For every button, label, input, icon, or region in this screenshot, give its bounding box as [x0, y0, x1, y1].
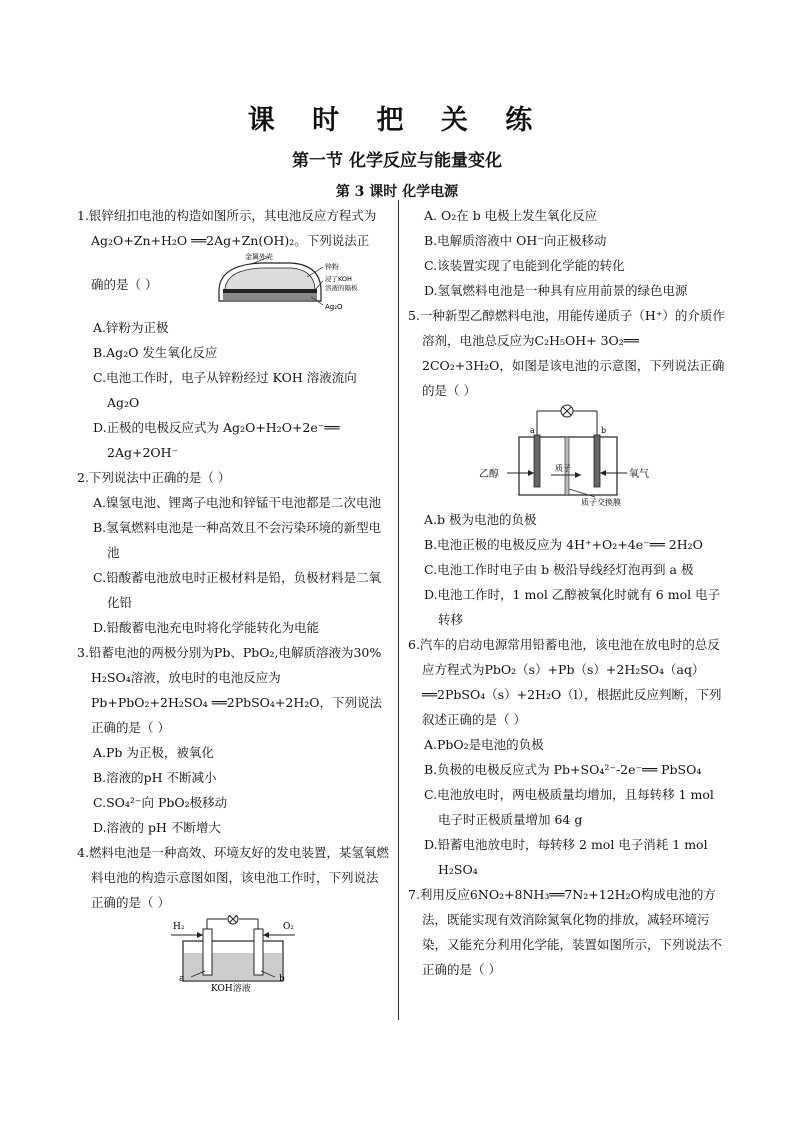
section-title: 第一节 化学反应与能量变化	[292, 151, 502, 171]
question-6	[408, 632, 726, 882]
label-h2: H₂	[173, 922, 185, 932]
option-a: A.PbO₂是电池的负极	[424, 737, 544, 752]
question-stem: 7.利用反应6NO₂+8NH₃══7N₂+12H₂O构成电池的方法，既能实现有效消除氮氧化物的排放，减轻环境污染，又能充分利用化学能，装置如图所示，下列说法不正确的是（ ）	[408, 887, 723, 977]
question-1-row	[77, 253, 389, 315]
option-c: C.SO₄²⁻向 PbO₂极移动	[93, 795, 228, 810]
question-4	[77, 840, 389, 993]
option-b: B.Ag₂O 发生氧化反应	[93, 345, 218, 360]
option-d: D.溶液的 pH 不断增大	[93, 820, 221, 835]
label-ethanol: 乙醇	[479, 469, 499, 480]
option-d: D.正极的电极反应式为 Ag₂O+H₂O+2e⁻══ 2Ag+2OH⁻	[93, 420, 340, 460]
label-koh: 浸了KOH	[325, 275, 352, 283]
option-b: B.负极的电极反应式为 Pb+SO₄²⁻-2e⁻══ PbSO₄	[424, 762, 702, 777]
label-b: b	[279, 974, 285, 984]
option-b: B.氢氧燃料电池是一种高效且不会污染环境的新型电池	[93, 520, 382, 560]
label-metal-shell: 金属外壳	[245, 253, 273, 261]
column-divider	[398, 200, 399, 1020]
option-a: A.Pb 为正极，被氧化	[93, 745, 214, 760]
option-c: C.电池工作时，电子从锌粉经过 KOH 溶液流向 Ag₂O	[93, 370, 357, 410]
question-2	[77, 465, 389, 640]
label-o2: O₂	[283, 922, 294, 932]
option-b: B.电池正极的电极反应为 4H⁺+O₂+4e⁻══ 2H₂O	[424, 537, 703, 552]
question-stem-end: 确的是（ ）	[91, 276, 158, 292]
button-battery-diagram	[211, 253, 361, 315]
option-a: A.镍氢电池、锂离子电池和锌锰干电池都是二次电池	[93, 495, 382, 510]
option-d: D.电池工作时，1 mol 乙醇被氧化时就有 6 mol 电子转移	[424, 587, 721, 627]
label-separator: 溶液的隔板	[325, 284, 358, 292]
right-column	[408, 203, 726, 982]
question-stem: 6.汽车的启动电源常用铅蓄电池，该电池在放电时的总反应方程式为PbO₂（s）+Pb（s）+2H₂SO₄（aq）══2PbSO₄（s）+2H₂O（l），根据此反应判断，下列叙述正确的是（ ）	[408, 637, 722, 727]
option-c: C.铅酸蓄电池放电时正极材料是铅，负极材料是二氧化铅	[93, 570, 382, 610]
option-c: C.电池放电时，两电极质量均增加，且每转移 1 mol 电子时正极质量增加 64 g	[424, 787, 714, 827]
label-ag2o: Ag₂O	[325, 303, 343, 311]
question-7	[408, 882, 726, 982]
option-d: D.铅蓄电池放电时，每转移 2 mol 电子消耗 1 mol H₂SO₄	[424, 837, 708, 877]
label-a: a	[530, 426, 535, 435]
question-1	[77, 203, 389, 465]
option-a: A. O₂在 b 电极上发生氧化反应	[424, 208, 598, 223]
question-stem: 2.下列说法中正确的是（ ）	[77, 470, 231, 485]
option-d: D.氢氧燃料电池是一种具有应用前景的绿色电源	[424, 283, 688, 298]
label-proton-exchange-membrane: 质子交换膜	[581, 498, 621, 507]
hydrogen-fuel-cell-diagram	[153, 915, 313, 993]
page-title: 课 时 把 关 练	[247, 105, 547, 136]
question-stem: 5.一种新型乙醇燃料电池，用能传递质子（H⁺）的介质作溶剂，电池总反应为C₂H₅OH+ 3O₂══ 2CO₂+3H₂O，如图是该电池的示意图，下列说法正确的是（ ）	[408, 308, 725, 398]
option-c: C.电池工作时电子由 b 极沿导线经灯泡再到 a 极	[424, 562, 694, 577]
label-koh-solution: KOH溶液	[211, 984, 251, 993]
label-zinc: 锌粉	[325, 263, 339, 271]
left-column	[77, 203, 389, 993]
option-b: B.电解质溶液中 OH⁻向正极移动	[424, 233, 607, 248]
option-a: A.锌粉为正极	[93, 320, 169, 335]
question-3	[77, 640, 389, 840]
option-c: C.该装置实现了电能到化学能的转化	[424, 258, 625, 273]
label-proton: 质子	[555, 464, 571, 473]
label-a: a	[179, 974, 185, 984]
question-4-options	[408, 203, 726, 303]
option-d: D.铅酸蓄电池充电时将化学能转化为电能	[93, 620, 320, 635]
option-b: B.溶液的pH 不断减小	[93, 770, 217, 785]
lesson-title: 第 3 课时 化学电源	[335, 184, 459, 200]
question-stem: 1.银锌纽扣电池的构造如图所示，其电池反应方程式为Ag₂O+Zn+H₂O ══2Ag+Zn(OH)₂。下列说法正	[77, 208, 377, 248]
question-stem: 3.铅蓄电池的两极分别为Pb、PbO₂,电解质溶液为30% H₂SO₄溶液，放电时的电池反应为Pb+PbO₂+2H₂SO₄ ══2PbSO₄+2H₂O，下列说法正确的是（ ）	[77, 645, 383, 735]
question-5	[408, 303, 726, 632]
label-b: b	[601, 426, 607, 435]
option-a: A.b 极为电池的负极	[424, 512, 537, 527]
question-stem: 4.燃料电池是一种高效、环境友好的发电装置，某氢氧燃料电池的构造示意图如图，该电池工作时，下列说法正确的是（ ）	[77, 845, 389, 910]
label-oxygen: 氧气	[629, 469, 649, 480]
ethanol-fuel-cell-diagram	[477, 403, 657, 507]
